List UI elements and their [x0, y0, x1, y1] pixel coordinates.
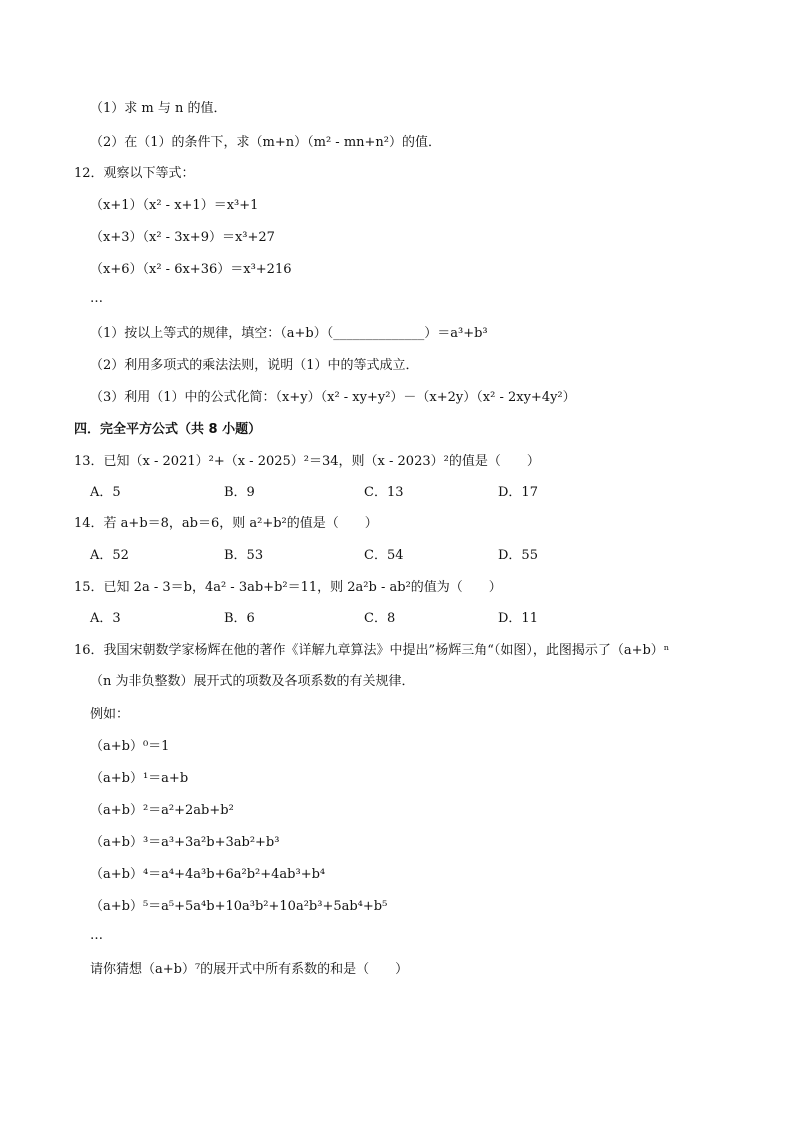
q16-stem-line2: （n 为非负整数）展开式的项数及各项系数的有关规律．: [90, 674, 415, 689]
q16-expansion-0: （a+b）⁰＝1: [90, 739, 170, 754]
section-4-heading: 四．完全平方公式（共 8 小题）: [74, 422, 262, 437]
q12-part3: （3）利用（1）中的公式化简：（x+y）（x² - xy+y²）－（x+2y）（x² - 2xy+4y²）: [90, 390, 576, 405]
q16-ellipsis: …: [90, 928, 103, 943]
q16-expansion-2: （a+b）²＝a²+2ab+b²: [90, 803, 234, 818]
q15-option-c: C．8: [364, 611, 396, 626]
q12-eq1: （x+1）（x² - x+1）＝x³+1: [90, 198, 259, 213]
q12-part2: （2）利用多项式的乘法法则，说明（1）中的等式成立．: [90, 358, 419, 373]
q15-option-a: A．3: [90, 611, 121, 626]
q15-stem: 15．已知 2a - 3＝b，4a² - 3ab+b²＝11，则 2a²b - ab²的值为（ ）: [74, 580, 502, 595]
q16-example-label: 例如：: [90, 707, 130, 722]
q13-option-b: B．9: [224, 485, 255, 500]
q12-stem: 12．观察以下等式：: [74, 166, 195, 181]
q13-option-a: A．5: [90, 485, 121, 500]
q13-option-d: D．17: [498, 485, 538, 500]
q16-expansion-5: （a+b）⁵＝a⁵+5a⁴b+10a³b²+10a²b³+5ab⁴+b⁵: [90, 899, 388, 914]
q14-stem: 14．若 a+b＝8，ab＝6，则 a²+b²的值是（ ）: [74, 516, 378, 531]
q14-option-c: C．54: [364, 548, 404, 563]
q12-ellipsis: …: [90, 291, 103, 306]
q16-expansion-1: （a+b）¹＝a+b: [90, 771, 189, 786]
q11-part1: （1）求 m 与 n 的值．: [90, 101, 227, 116]
q15-option-d: D．11: [498, 611, 538, 626]
q13-stem: 13．已知（x - 2021）²+（x - 2025）²＝34，则（x - 2023）²的值是（ ）: [74, 454, 540, 469]
q14-option-d: D．55: [498, 548, 538, 563]
q12-eq2: （x+3）（x² - 3x+9）＝x³+27: [90, 230, 275, 245]
q16-stem-line1: 16．我国宋朝数学家杨辉在他的著作《详解九章算法》中提出”杨辉三角“（如图），此图揭示了（a+b）ⁿ: [74, 643, 670, 658]
q11-part2: （2）在（1）的条件下，求（m+n）（m² - mn+n²）的值．: [90, 135, 442, 150]
q15-option-b: B．6: [224, 611, 255, 626]
q16-expansion-4: （a+b）⁴＝a⁴+4a³b+6a²b²+4ab³+b⁴: [90, 867, 326, 882]
q12-eq3: （x+6）（x² - 6x+36）＝x³+216: [90, 262, 292, 277]
q12-part1: （1）按以上等式的规律，填空：（a+b）（______________）＝a³+b³: [90, 326, 488, 341]
q14-option-a: A．52: [90, 548, 129, 563]
q13-option-c: C．13: [364, 485, 404, 500]
q16-expansion-3: （a+b）³＝a³+3a²b+3ab²+b³: [90, 835, 280, 850]
q16-question: 请你猜想（a+b）⁷的展开式中所有系数的和是（ ）: [90, 962, 409, 977]
q14-option-b: B．53: [224, 548, 264, 563]
